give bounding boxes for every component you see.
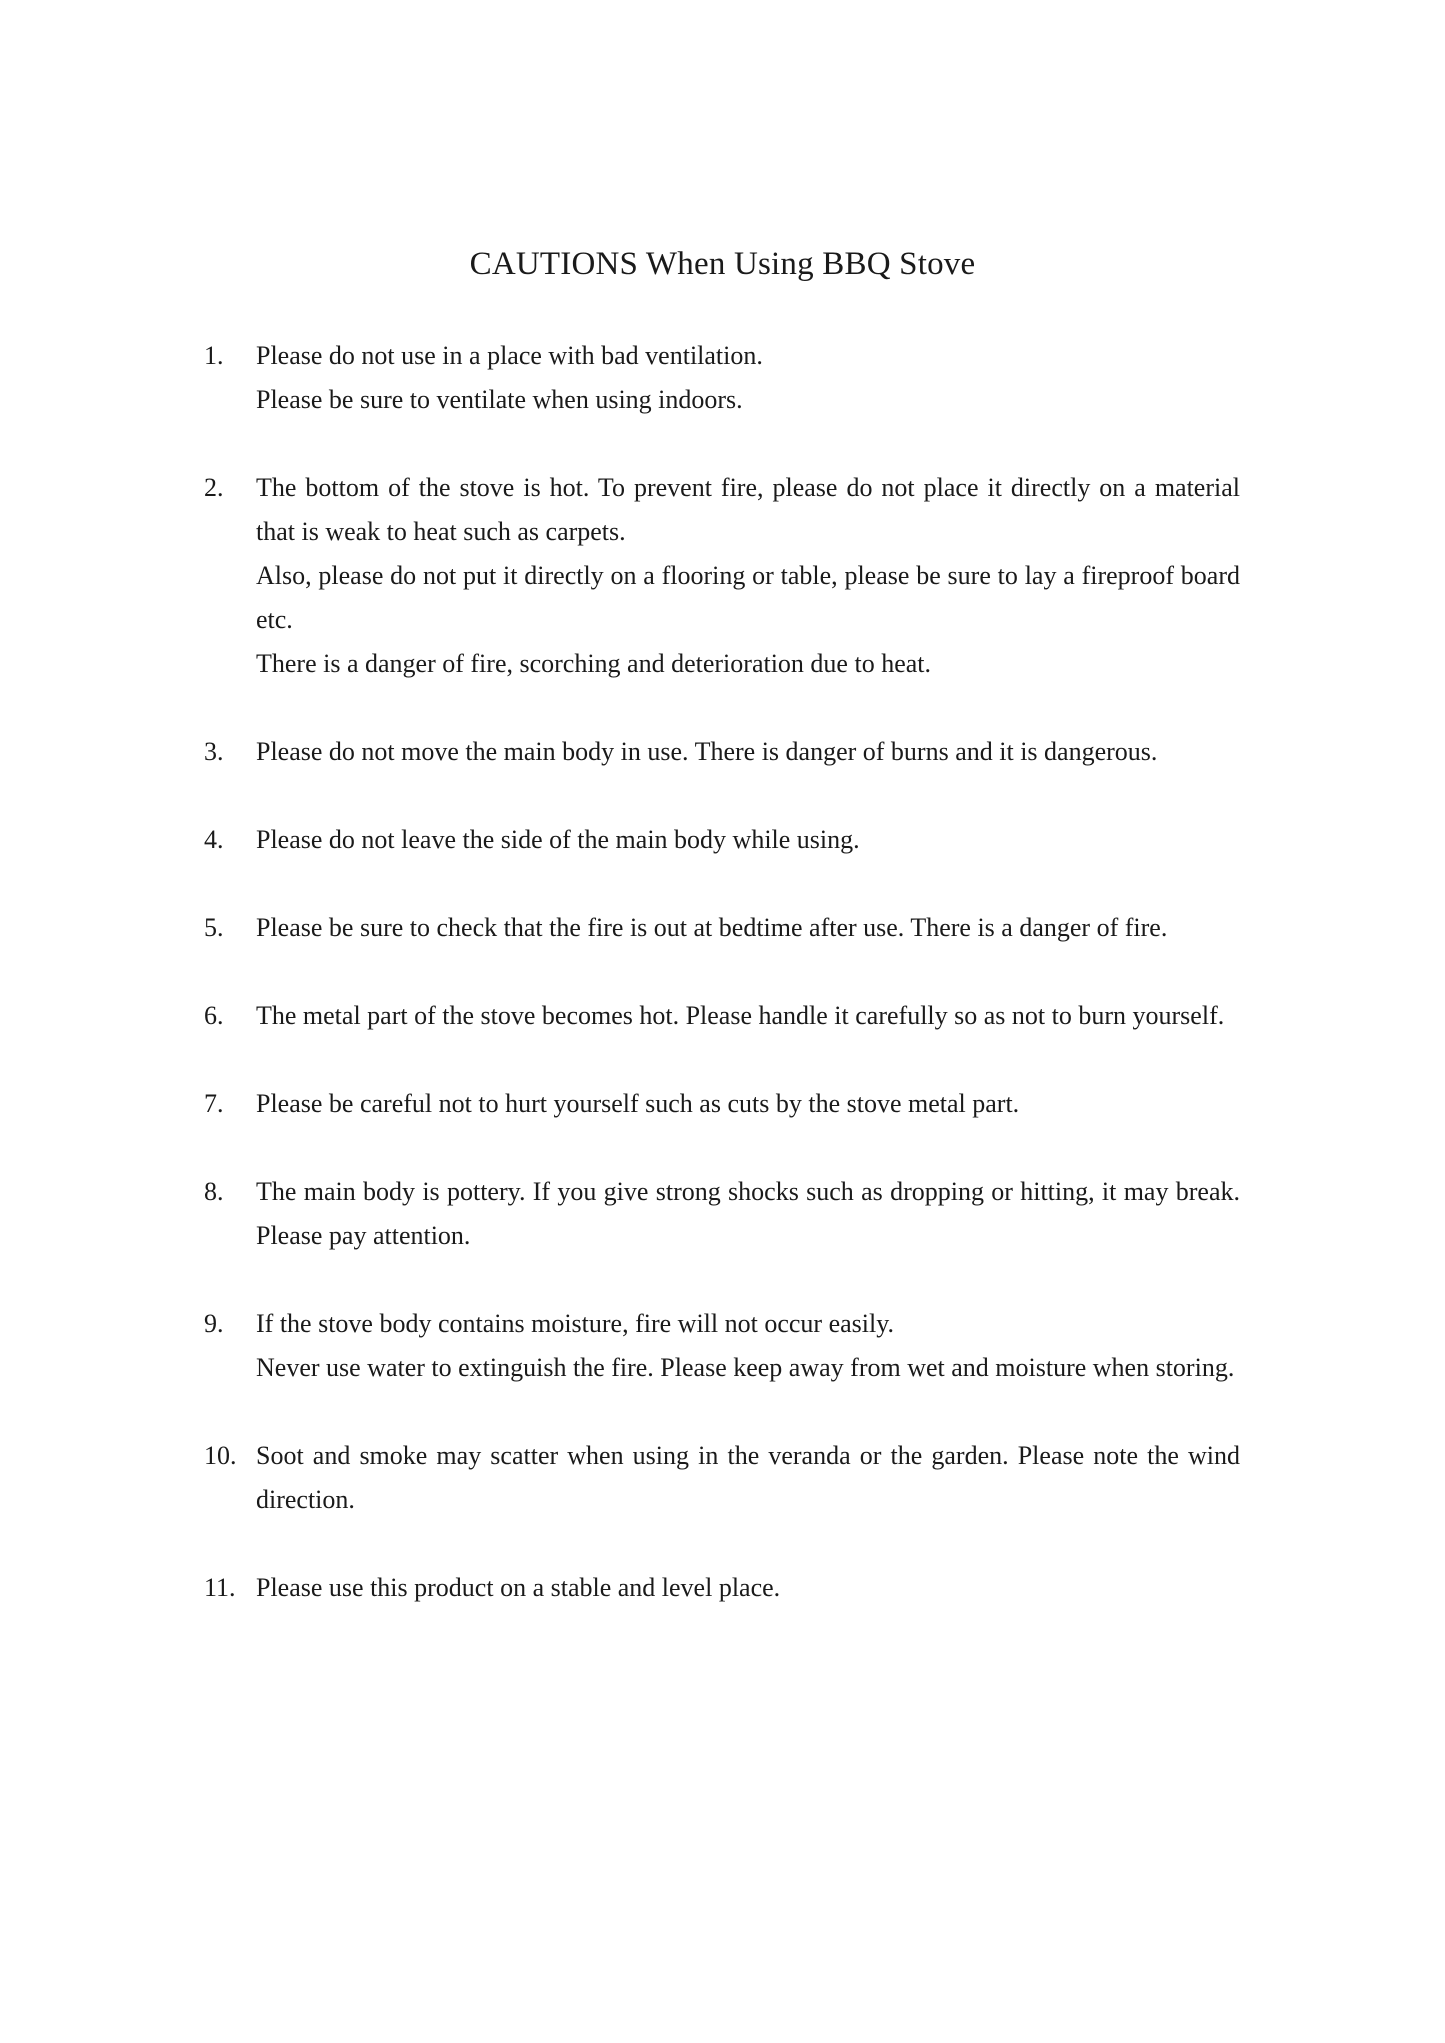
caution-number: 10. xyxy=(204,1441,237,1470)
caution-number: 2. xyxy=(204,473,224,502)
caution-item xyxy=(204,1082,1240,1126)
caution-item xyxy=(204,1302,1240,1390)
caution-line: The metal part of the stove becomes hot. Please handle it carefully so as not to burn yourself. xyxy=(256,1001,1225,1030)
caution-text xyxy=(256,994,1240,1038)
caution-text xyxy=(256,334,1240,422)
caution-text xyxy=(256,1082,1240,1126)
caution-line: The main body is pottery. If you give strong shocks such as dropping or hitting, it may break. Please pay attention. xyxy=(256,1177,1240,1250)
caution-text xyxy=(256,466,1240,686)
caution-line: The bottom of the stove is hot. To prevent fire, please do not place it directly on a material that is weak to heat such as carpets. xyxy=(256,473,1240,546)
caution-text xyxy=(256,1566,1240,1610)
caution-item xyxy=(204,994,1240,1038)
caution-number: 1. xyxy=(204,341,224,370)
caution-number: 3. xyxy=(204,737,224,766)
caution-text xyxy=(256,730,1240,774)
caution-item xyxy=(204,818,1240,862)
caution-item xyxy=(204,1170,1240,1258)
caution-line: Please do not use in a place with bad ventilation. xyxy=(256,341,763,370)
caution-line: Soot and smoke may scatter when using in the veranda or the garden. Please note the wind direction. xyxy=(256,1441,1240,1514)
caution-line: If the stove body contains moisture, fire will not occur easily. xyxy=(256,1309,895,1338)
caution-line: Please do not leave the side of the main body while using. xyxy=(256,825,860,854)
caution-line: Please do not move the main body in use. There is danger of burns and it is dangerous. xyxy=(256,737,1158,766)
caution-item xyxy=(204,1566,1240,1610)
caution-number: 9. xyxy=(204,1309,224,1338)
caution-item xyxy=(204,1434,1240,1522)
caution-line: Please be sure to check that the fire is out at bedtime after use. There is a danger of fire. xyxy=(256,913,1168,942)
caution-line: Never use water to extinguish the fire. Please keep away from wet and moisture when storing. xyxy=(256,1353,1235,1382)
caution-number: 8. xyxy=(204,1177,224,1206)
caution-item xyxy=(204,334,1240,422)
caution-text xyxy=(256,818,1240,862)
caution-line: Also, please do not put it directly on a flooring or table, please be sure to lay a fireproof board etc. xyxy=(256,561,1240,634)
caution-text xyxy=(256,906,1240,950)
caution-line: Please use this product on a stable and level place. xyxy=(256,1573,781,1602)
caution-text xyxy=(256,1434,1240,1522)
caution-text xyxy=(256,1170,1240,1258)
caution-number: 4. xyxy=(204,825,224,854)
caution-number: 11. xyxy=(204,1573,236,1602)
caution-line: There is a danger of fire, scorching and deterioration due to heat. xyxy=(256,649,931,678)
caution-line: Please be careful not to hurt yourself such as cuts by the stove metal part. xyxy=(256,1089,1020,1118)
caution-text xyxy=(256,1302,1240,1390)
cautions-list xyxy=(204,334,1240,1654)
document-title: CAUTIONS When Using BBQ Stove xyxy=(469,246,976,282)
caution-line: Please be sure to ventilate when using indoors. xyxy=(256,385,743,414)
caution-number: 5. xyxy=(204,913,224,942)
caution-item xyxy=(204,906,1240,950)
caution-item xyxy=(204,730,1240,774)
caution-number: 7. xyxy=(204,1089,224,1118)
caution-number: 6. xyxy=(204,1001,224,1030)
caution-item xyxy=(204,466,1240,686)
